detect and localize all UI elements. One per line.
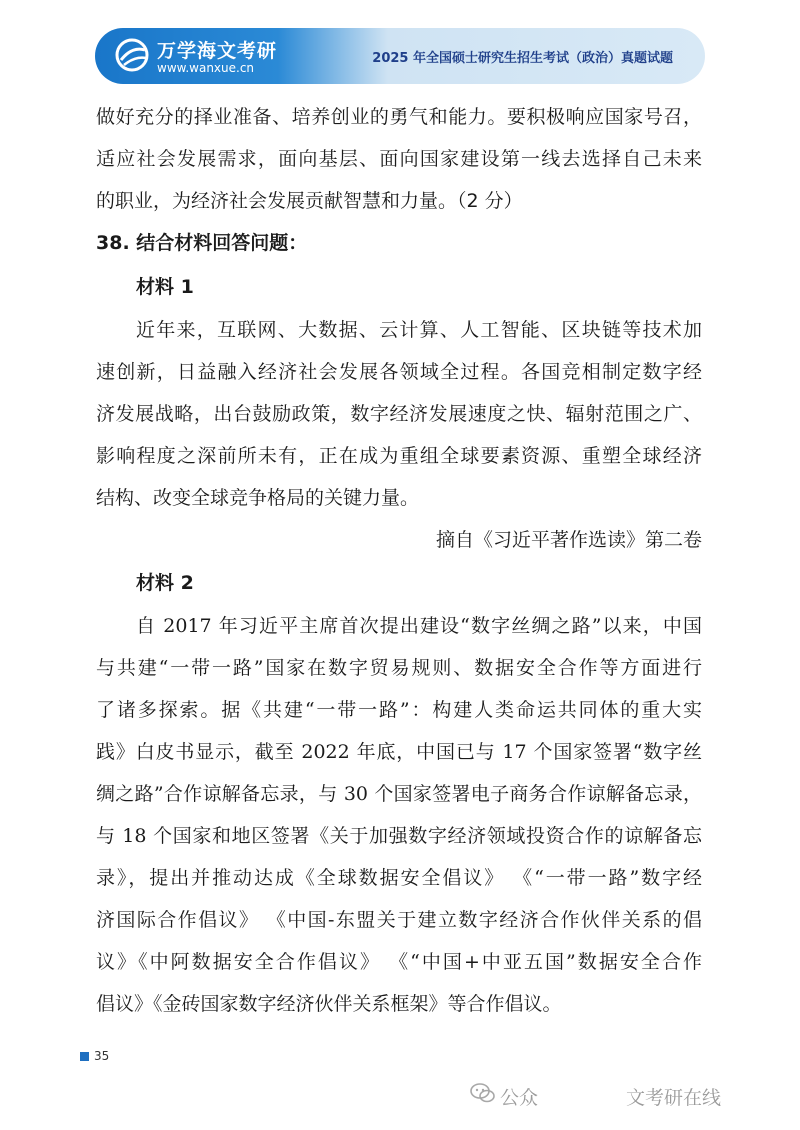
material2-title: 材料 2 [136, 572, 194, 594]
material2-line: 与 18 个国家和地区签署《关于加强数字经济领域投资合作的谅解备忘 [96, 825, 702, 847]
watermark-left: 公众 [500, 1087, 539, 1109]
material2-line: 自 2017 年习近平主席首次提出建设“数字丝绸之路”以来，中国 [136, 615, 702, 637]
page-number: 35 [94, 1049, 110, 1063]
material1-line: 速创新，日益融入经济社会发展各领域全过程。各国竞相制定数字经 [96, 361, 702, 383]
watermark-text [500, 1083, 721, 1110]
material1-line: 结构、改变全球竞争格局的关键力量。 [96, 487, 420, 509]
material2-line: 录》，提出并推动达成《全球数据安全倡议》 《“一带一路”数字经 [96, 867, 702, 889]
brand-url: www.wanxue.cn [157, 61, 255, 75]
header-banner [95, 28, 705, 84]
top-paragraph-line: 适应社会发展需求，面向基层、面向国家建设第一线去选择自己未来 [96, 148, 702, 170]
material1-source: 摘自《习近平著作选读》第二卷 [435, 529, 702, 551]
material2-line: 践》白皮书显示，截至 2022 年底，中国已与 17 个国家签署“数字丝 [96, 741, 702, 763]
question-heading: 38. 结合材料回答问题： [96, 232, 308, 254]
material1-line: 影响程度之深前所未有，正在成为重组全球要素资源、重塑全球经济 [96, 445, 702, 467]
material2-line: 倡议》《金砖国家数字经济伙伴关系框架》等合作倡议。 [96, 993, 562, 1015]
watermark-right: 文考研在线 [626, 1087, 722, 1109]
exam-title: 2025 年全国硕士研究生招生考试（政治）真题试题 [372, 51, 673, 66]
material1-line: 济发展战略，出台鼓励政策，数字经济发展速度之快、辐射范围之广、 [96, 403, 702, 425]
material2-line: 议》《中阿数据安全合作倡议》 《“中国+中亚五国”数据安全合作 [96, 951, 702, 973]
wanxue-logo-icon [115, 38, 149, 72]
material2-line: 绸之路”合作谅解备忘录，与 30 个国家签署电子商务合作谅解备忘录， [96, 783, 702, 805]
material2-line: 济国际合作倡议》 《中国-东盟关于建立数字经济合作伙伴关系的倡 [96, 909, 702, 931]
material2-line: 与共建“一带一路”国家在数字贸易规则、数据安全合作等方面进行 [96, 657, 702, 679]
top-paragraph-line: 做好充分的择业准备、培养创业的勇气和能力。要积极响应国家号召， [96, 106, 702, 128]
wechat-icon [470, 1080, 496, 1106]
material1-title: 材料 1 [136, 276, 194, 298]
material2-line: 了诸多探索。据《共建“一带一路”：构建人类命运共同体的重大实 [96, 699, 702, 721]
brand-name: 万学海文考研 [157, 40, 278, 62]
page-number-marker [80, 1052, 89, 1061]
material1-line: 近年来，互联网、大数据、云计算、人工智能、区块链等技术加 [136, 319, 702, 341]
top-paragraph-line: 的职业，为经济社会发展贡献智慧和力量。（2 分） [96, 190, 523, 212]
